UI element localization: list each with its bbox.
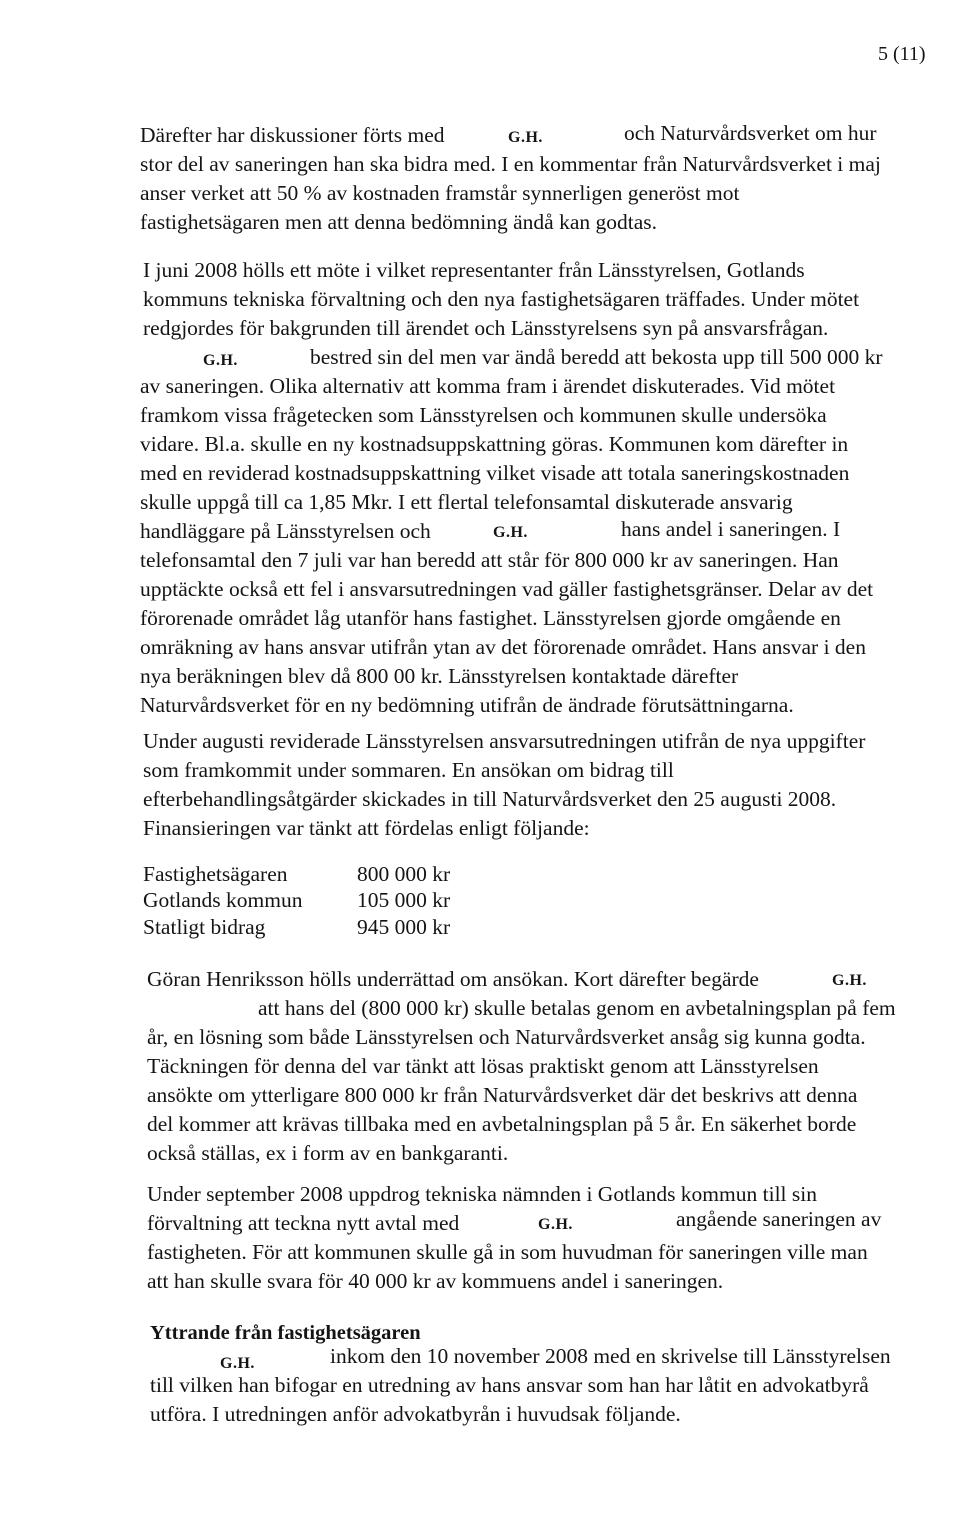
financing-value: 105 000 kr xyxy=(357,888,451,912)
text-line: och Naturvårdsverket om hur xyxy=(624,121,877,145)
text-line: telefonsamtal den 7 juli var han beredd att står för 800 000 kr av saneringen. Han xyxy=(140,548,839,572)
text-line: att han skulle svara för 40 000 kr av kommuens andel i saneringen. xyxy=(147,1269,724,1293)
text-line: efterbehandlingsåtgärder skickades in till Naturvårdsverket den 25 augusti 2008. xyxy=(143,787,837,811)
financing-value: 945 000 kr xyxy=(357,915,451,939)
redacted-initials: G.H. xyxy=(493,524,528,541)
text-line: fastigheten. För att kommunen skulle gå in som huvudman för saneringen ville man xyxy=(147,1240,868,1264)
text-line: Täckningen för denna del var tänkt att lösas praktiskt genom att Länsstyrelsen xyxy=(147,1054,819,1078)
text-line: med en reviderad kostnadsuppskattning vilket visade att totala saneringskostnaden xyxy=(140,461,850,485)
text-line: omräkning av hans ansvar utifrån ytan av det förorenade området. Hans ansvar i den xyxy=(140,635,866,659)
text-line: fastighetsägaren men att denna bedömning ändå kan godtas. xyxy=(140,210,658,234)
financing-label: Fastighetsägaren xyxy=(143,862,288,886)
text-line: nya beräkningen blev då 800 00 kr. Länsstyrelsen kontaktade därefter xyxy=(140,664,739,688)
text-line: kommuns tekniska förvaltning och den nya fastighetsägaren träffades. Under mötet xyxy=(143,287,860,311)
text-line: Göran Henriksson hölls underrättad om ansökan. Kort därefter begärde xyxy=(147,967,759,991)
text-line: Under september 2008 uppdrog tekniska nämnden i Gotlands kommun till sin xyxy=(147,1182,817,1206)
text-line: anser verket att 50 % av kostnaden framstår synnerligen generöst mot xyxy=(140,181,740,205)
financing-label: Statligt bidrag xyxy=(143,915,266,939)
text-line: Finansieringen var tänkt att fördelas enligt följande: xyxy=(143,816,590,840)
text-line: ansökte om ytterligare 800 000 kr från Naturvårdsverket där det beskrivs att denna xyxy=(147,1083,858,1107)
page-number: 5 (11) xyxy=(878,43,926,65)
text-line: Under augusti reviderade Länsstyrelsen ansvarsutredningen utifrån de nya uppgifter xyxy=(143,729,866,753)
text-line: som framkommit under sommaren. En ansökan om bidrag till xyxy=(143,758,674,782)
text-line: förvaltning att teckna nytt avtal med xyxy=(147,1211,460,1235)
redacted-initials: G.H. xyxy=(220,1355,255,1372)
text-line: vidare. Bl.a. skulle en ny kostnadsuppskattning göras. Kommunen kom därefter in xyxy=(140,432,849,456)
text-line: stor del av saneringen han ska bidra med. I en kommentar från Naturvårdsverket i maj xyxy=(140,152,881,176)
section-heading: Yttrande från fastighetsägaren xyxy=(150,1322,421,1344)
text-line: inkom den 10 november 2008 med en skrivelse till Länsstyrelsen xyxy=(330,1344,891,1368)
financing-label: Gotlands kommun xyxy=(143,888,303,912)
redacted-initials: G.H. xyxy=(538,1216,573,1233)
text-line: del kommer att krävas tillbaka med en avbetalningsplan på 5 år. En säkerhet borde xyxy=(147,1112,857,1136)
text-line: upptäckte också ett fel i ansvarsutredningen vad gäller fastighetsgränser. Delar av det xyxy=(140,577,874,601)
text-line: framkom vissa frågetecken som Länsstyrelsen och kommunen skulle undersöka xyxy=(140,403,827,427)
text-line: I juni 2008 hölls ett möte i vilket representanter från Länsstyrelsen, Gotlands xyxy=(143,258,805,282)
text-line: av saneringen. Olika alternativ att komma fram i ärendet diskuterades. Vid mötet xyxy=(140,374,836,398)
text-line: utföra. I utredningen anför advokatbyrån i huvudsak följande. xyxy=(150,1402,681,1426)
text-line: att hans del (800 000 kr) skulle betalas genom en avbetalningsplan på fem xyxy=(258,996,896,1020)
text-line: förorenade området låg utanför hans fastighet. Länsstyrelsen gjorde omgående en xyxy=(140,606,841,630)
redacted-initials: G.H. xyxy=(203,352,238,369)
text-line: år, en lösning som både Länsstyrelsen och Naturvårdsverket ansåg sig kunna godta. xyxy=(147,1025,866,1049)
text-line: skulle uppgå till ca 1,85 Mkr. I ett flertal telefonsamtal diskuterade ansvarig xyxy=(140,490,793,514)
text-line: också ställas, ex i form av en bankgaranti. xyxy=(147,1141,509,1165)
redacted-initials: G.H. xyxy=(832,972,867,989)
text-line: Därefter har diskussioner förts med xyxy=(140,123,445,147)
text-line: bestred sin del men var ändå beredd att bekosta upp till 500 000 kr xyxy=(310,345,883,369)
text-line: redgjordes för bakgrunden till ärendet och Länsstyrelsens syn på ansvarsfrågan. xyxy=(143,316,829,340)
text-line: hans andel i saneringen. I xyxy=(621,517,841,541)
text-line: handläggare på Länsstyrelsen och xyxy=(140,519,431,543)
text-line: angående saneringen av xyxy=(676,1207,882,1231)
redacted-initials: G.H. xyxy=(508,129,543,146)
text-line: Naturvårdsverket för en ny bedömning utifrån de ändrade förutsättningarna. xyxy=(140,693,794,717)
text-line: till vilken han bifogar en utredning av hans ansvar som han har låtit en advokatbyrå xyxy=(150,1373,869,1397)
financing-value: 800 000 kr xyxy=(357,862,451,886)
